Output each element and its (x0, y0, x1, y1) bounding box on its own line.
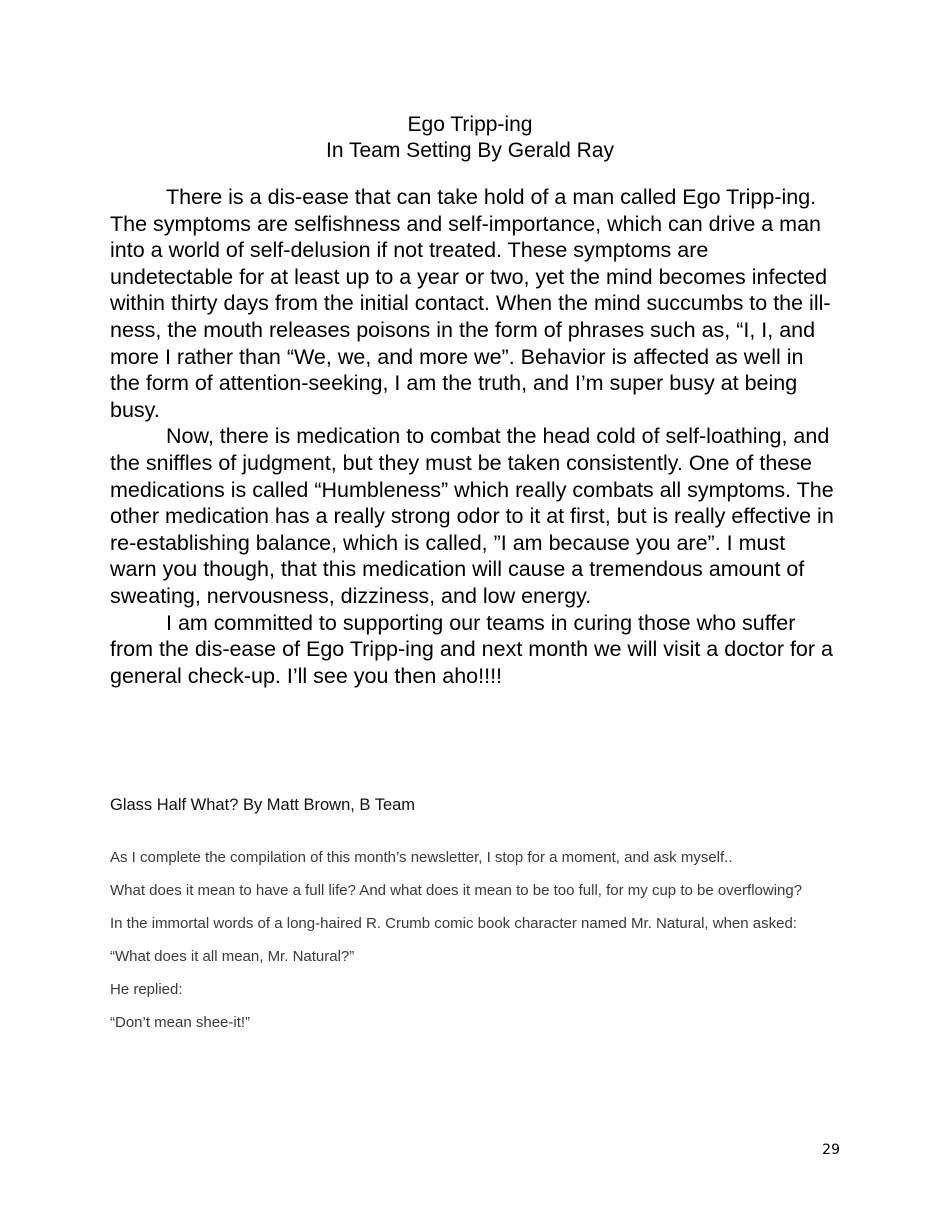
second-article-paragraph: What does it mean to have a full life? And what does it mean to be too full, for my cup to be overflowing? (110, 882, 803, 899)
page-number: 29 (822, 1142, 840, 1158)
second-article-paragraph: “Don’t mean shee-it!” (110, 1014, 251, 1031)
second-article-paragraph: As I complete the compilation of this month’s newsletter, I stop for a moment, and ask myself.. (110, 849, 733, 866)
second-article-body (110, 848, 830, 1046)
article-paragraph: There is a dis-ease that can take hold of a man called Ego Tripp-ing. The symptoms are selfishness and self-importance, which can drive a man into a world of self-delusion if not treated. These symptoms are undetectable for at least up to a year or two, yet the mind becomes infected within thirty days from the initial contact. When the mind succumbs to the ill-ness, the mouth releases poisons in the form of phrases such as, “I, I, and more I rather than “We, we, and more we”. Behavior is affected as well in the form of attention-seeking, I am the truth, and I’m super busy at being busy. (110, 185, 831, 422)
second-article-paragraph: He replied: (110, 981, 183, 998)
second-article-paragraph: In the immortal words of a long-haired R. Crumb comic book character named Mr. Natural, when asked: (110, 915, 797, 932)
article-byline: In Team Setting By Gerald Ray (326, 139, 614, 162)
article-title: Ego Tripp-ing (407, 113, 533, 136)
second-article-heading: Glass Half What? By Matt Brown, B Team (110, 796, 416, 814)
second-article-paragraph: “What does it all mean, Mr. Natural?” (110, 948, 355, 965)
article-paragraph: I am committed to supporting our teams in curing those who suffer from the dis-ease of Ego Tripp-ing and next month we will visit a doctor for a general check-up. I’ll see you then aho!!!! (110, 610, 833, 688)
article-body (110, 184, 835, 689)
article-paragraph: Now, there is medication to combat the head cold of self-loathing, and the sniffles of judgment, but they must be taken consistently. One of these medications is called “Humbleness” which really combats all symptoms. The other medication has a really strong odor to it at first, but is really effective in re-establishing balance, which is called, ”I am because you are”. I must warn you though, that this medication will cause a tremendous amount of sweating, nervousness, dizziness, and low energy. (110, 424, 834, 608)
article-title-block (0, 112, 940, 164)
